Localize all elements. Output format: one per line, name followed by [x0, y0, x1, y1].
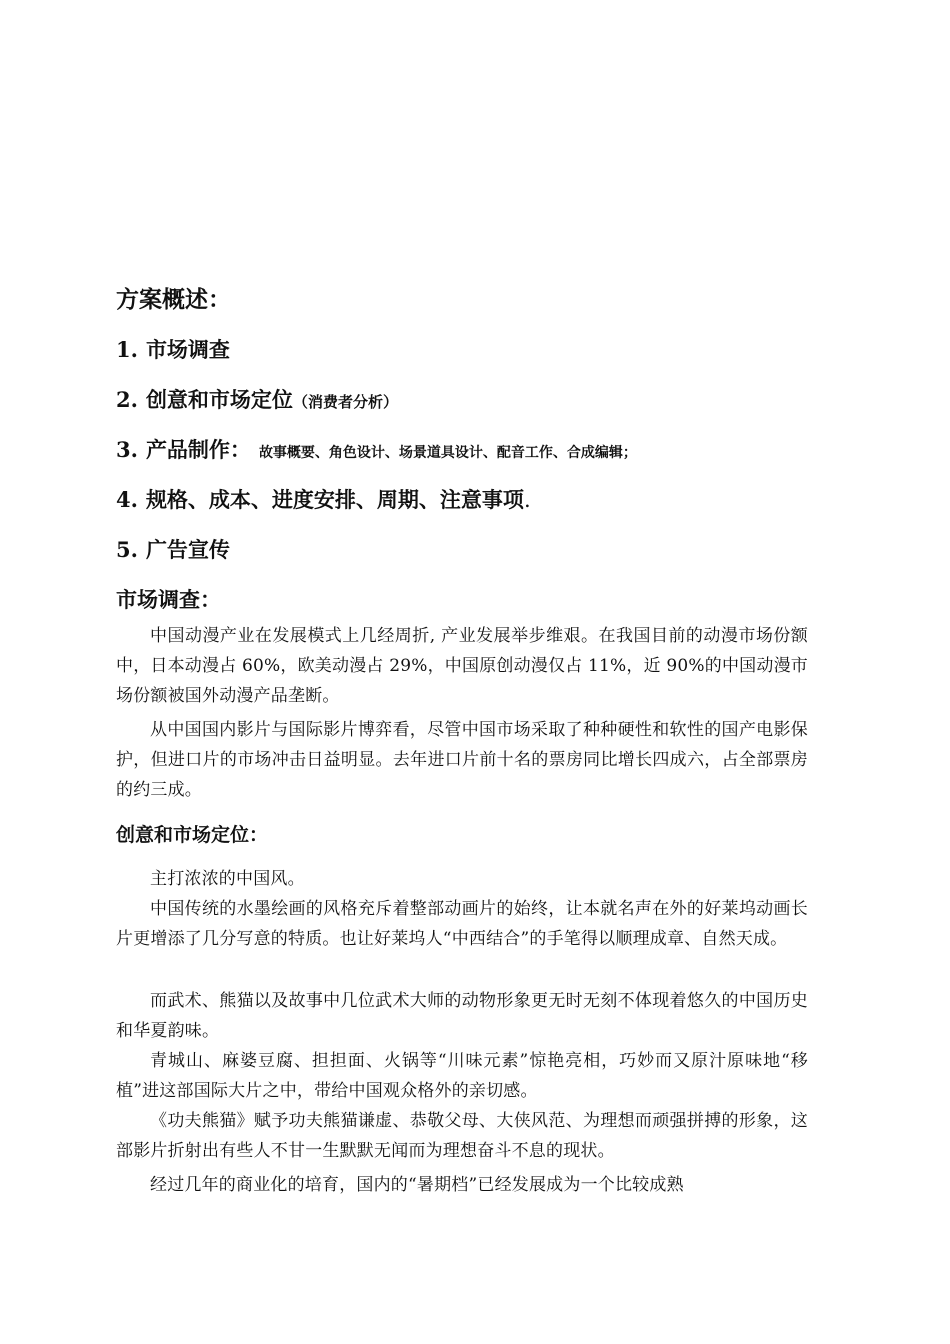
positioning-paragraph-4: 青城山、麻婆豆腐、担担面、火锅等“川味元素”惊艳亮相，巧妙而又原汁原味地“移植”进这部国际大片之中，带给中国观众格外的亲切感。 [116, 1051, 808, 1101]
outline-item-5 [116, 536, 230, 564]
outline-note: 故事概要、角色设计、场景道具设计、配音工作、合成编辑； [258, 445, 637, 461]
outline-title: 产品制作： [145, 438, 251, 462]
positioning-paragraph-2: 中国传统的水墨绘画的风格充斥着整部动画片的始终，让本就名声在外的好莱坞动画长片更增添了几分写意的特质。也让好莱坞人“中西结合”的手笔得以顺理成章、自然天成。 [116, 899, 808, 949]
outline-number: 2. [116, 387, 138, 412]
outline-note: . [523, 488, 531, 512]
outline-title: 市场调查 [145, 338, 230, 362]
positioning-paragraph-6: 经过几年的商业化的培育，国内的“暑期档”已经发展成为一个比较成熟 [150, 1175, 684, 1195]
market-paragraph-1: 中国动漫产业在发展模式上几经周折, 产业发展举步维艰。在我国目前的动漫市场份额中，日本动漫占 60%，欧美动漫占 29%，中国原创动漫仅占 11%，近 90%的中国动漫市场份额被国外动漫产品垄断。 [116, 626, 808, 706]
outline-title: 创意和市场定位 [145, 388, 293, 412]
outline-item-3 [116, 436, 637, 467]
outline-number: 4. [116, 487, 138, 512]
outline-title: 广告宣传 [145, 538, 230, 562]
outline-title: 规格、成本、进度安排、周期、注意事项 [145, 488, 524, 512]
outline-item-1 [116, 336, 230, 364]
positioning-paragraph-1: 主打浓浓的中国风。 [150, 869, 305, 889]
outline-number: 3. [116, 437, 138, 462]
outline-number: 1. [116, 337, 138, 362]
outline-number: 5. [116, 537, 138, 562]
outline-note: （消费者分析） [292, 393, 398, 411]
overview-heading: 方案概述： [116, 287, 231, 313]
outline-item-2 [116, 386, 398, 416]
outline-item-4 [116, 486, 531, 514]
positioning-paragraph-5: 《功夫熊猫》赋予功夫熊猫谦虚、恭敬父母、大侠风范、为理想而顽强拼搏的形象，这部影片折射出有些人不甘一生默默无闻而为理想奋斗不息的现状。 [116, 1111, 808, 1161]
market-heading: 市场调查： [116, 588, 221, 612]
positioning-heading: 创意和市场定位： [116, 824, 269, 846]
market-paragraph-2: 从中国国内影片与国际影片博弈看，尽管中国市场采取了种种硬性和软性的国产电影保护，但进口片的市场冲击日益明显。去年进口片前十名的票房同比增长四成六，占全部票房的约三成。 [116, 720, 808, 800]
positioning-paragraph-3: 而武术、熊猫以及故事中几位武术大师的动物形象更无时无刻不体现着悠久的中国历史和华夏韵味。 [116, 991, 808, 1041]
